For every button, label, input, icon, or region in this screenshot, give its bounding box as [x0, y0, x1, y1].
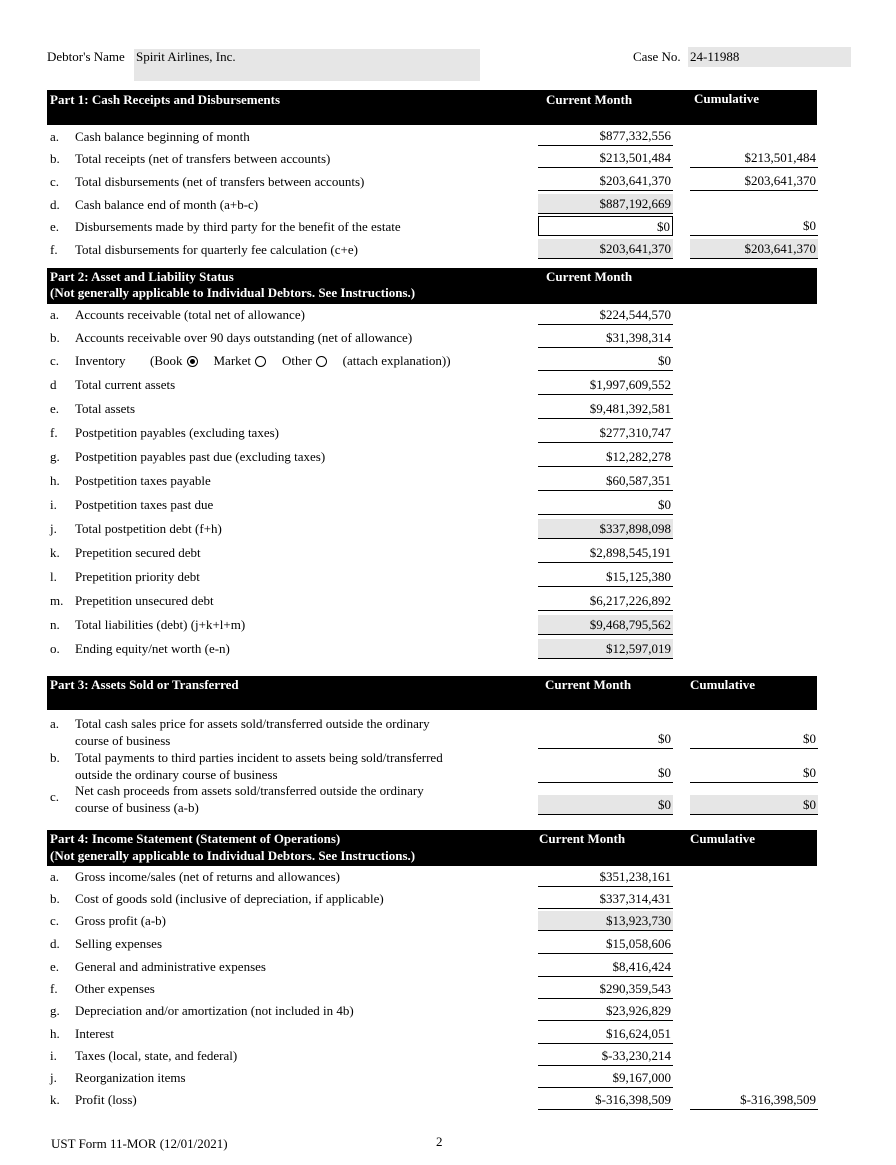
part3-cumulative-value[interactable]: $0: [690, 729, 818, 749]
part4-row-letter: k.: [50, 1092, 60, 1107]
part4-subtitle: (Not generally applicable to Individual Debtors. See Instructions.): [50, 848, 416, 863]
part3-current-month-value[interactable]: $0: [538, 763, 673, 783]
part1-row-label: Total disbursements for quarterly fee calculation (c+e): [75, 242, 358, 257]
part1-cumulative-heading: Cumulative: [694, 91, 759, 106]
part2-row-label: Prepetition priority debt: [75, 569, 200, 584]
part1-current-month-value[interactable]: $213,501,484: [538, 148, 673, 168]
part3-row-label-line1: Total cash sales price for assets sold/transferred outside the ordinary: [75, 716, 430, 731]
part1-current-month-value[interactable]: $203,641,370: [538, 171, 673, 191]
part3-row-letter: b.: [50, 750, 60, 765]
part2-current-month-value[interactable]: $0: [538, 495, 673, 515]
part4-row-letter: j.: [50, 1070, 57, 1085]
part4-cumulative-heading: Cumulative: [690, 831, 755, 846]
part1-row-label: Cash balance beginning of month: [75, 129, 250, 144]
part4-title: Part 4: Income Statement (Statement of Operations): [50, 831, 341, 846]
part2-row-label: Total postpetition debt (f+h): [75, 521, 222, 536]
inventory-book-label: (Book: [150, 353, 183, 368]
part4-row-label: Selling expenses: [75, 936, 163, 951]
part3-cumulative-value[interactable]: $0: [690, 795, 818, 815]
part2-title: Part 2: Asset and Liability Status: [50, 269, 234, 284]
part1-cumulative-value[interactable]: $203,641,370: [690, 171, 818, 191]
part4-row-label: Depreciation and/or amortization (not included in 4b): [75, 1003, 354, 1018]
part4-current-month-value[interactable]: $23,926,829: [538, 1001, 673, 1021]
debtor-name-label: Debtor's Name: [47, 49, 125, 64]
part3-row-label-line2: course of business: [75, 733, 171, 748]
part4-row-letter: i.: [50, 1048, 57, 1063]
part1-row-letter: b.: [50, 151, 60, 166]
part4-current-month-value[interactable]: $-316,398,509: [538, 1090, 673, 1110]
part4-current-month-value[interactable]: $16,624,051: [538, 1024, 673, 1044]
part3-title: Part 3: Assets Sold or Transferred: [50, 677, 239, 692]
inventory-market-radio[interactable]: [255, 356, 266, 367]
part1-cumulative-value[interactable]: $0: [690, 216, 818, 236]
part4-row-letter: f.: [50, 981, 58, 996]
part3-row-label-line1: Total payments to third parties incident to assets being sold/transferred: [75, 750, 443, 765]
part2-row-letter: o.: [50, 641, 60, 656]
part4-current-month-heading: Current Month: [539, 831, 626, 846]
part4-row-letter: h.: [50, 1026, 60, 1041]
part2-row-letter: e.: [50, 401, 60, 416]
case-number-field[interactable]: [688, 47, 851, 67]
part2-row-label: Total liabilities (debt) (j+k+l+m): [75, 617, 246, 632]
debtor-name-field[interactable]: [134, 49, 480, 81]
part2-current-month-value[interactable]: $224,544,570: [538, 305, 673, 325]
inventory-other-radio[interactable]: [316, 356, 327, 367]
case-number-label: Case No.: [633, 49, 681, 64]
part2-current-month-value[interactable]: $12,282,278: [538, 447, 673, 467]
inventory-book-radio[interactable]: [187, 356, 198, 367]
page-number: 2: [436, 1134, 443, 1149]
part1-row-label: Total receipts (net of transfers between accounts): [75, 151, 331, 166]
part1-current-month-value[interactable]: $0: [538, 216, 673, 236]
part4-row-label: Profit (loss): [75, 1092, 137, 1107]
part1-row-label: Disbursements made by third party for the benefit of the estate: [75, 219, 401, 234]
inventory-other-label: Other: [282, 353, 312, 368]
part1-title: Part 1: Cash Receipts and Disbursements: [50, 92, 281, 107]
part3-row-letter: c.: [50, 789, 60, 804]
part4-row-label: Interest: [75, 1026, 114, 1041]
case-number-value: 24-11988: [690, 49, 740, 64]
part4-current-month-value[interactable]: $-33,230,214: [538, 1046, 673, 1066]
inventory-market-label: Market: [213, 353, 252, 368]
part1-row-letter: d.: [50, 197, 60, 212]
part4-row-letter: d.: [50, 936, 60, 951]
part4-row-label: Gross profit (a-b): [75, 913, 166, 928]
part4-row-letter: g.: [50, 1003, 60, 1018]
part2-current-month-value[interactable]: $0: [538, 351, 673, 371]
part4-header-bar: [47, 830, 817, 866]
part2-row-label: Total current assets: [75, 377, 176, 392]
part2-current-month-value[interactable]: $2,898,545,191: [538, 543, 673, 563]
part2-current-month-value[interactable]: $1,997,609,552: [538, 375, 673, 395]
part4-row-label: Reorganization items: [75, 1070, 186, 1085]
part1-row-label: Cash balance end of month (a+b-c): [75, 197, 259, 212]
part2-row-label: Postpetition taxes payable: [75, 473, 211, 488]
part2-current-month-value[interactable]: $9,468,795,562: [538, 615, 673, 635]
part3-row-label-line2: course of business (a-b): [75, 800, 199, 815]
part3-row-letter: a.: [50, 716, 60, 731]
part2-row-label: Total assets: [75, 401, 136, 416]
part4-current-month-value[interactable]: $9,167,000: [538, 1068, 673, 1088]
part1-current-month-value[interactable]: $887,192,669: [538, 194, 673, 214]
part2-current-month-value[interactable]: $15,125,380: [538, 567, 673, 587]
part3-current-month-value[interactable]: $0: [538, 729, 673, 749]
part3-row-label-line2: outside the ordinary course of business: [75, 767, 278, 782]
part1-row-label: Total disbursements (net of transfers between accounts): [75, 174, 365, 189]
debtor-name-value: Spirit Airlines, Inc.: [136, 49, 236, 64]
part4-current-month-value[interactable]: $290,359,543: [538, 979, 673, 999]
part2-row-letter: h.: [50, 473, 60, 488]
part2-row-letter: n.: [50, 617, 60, 632]
part2-row-letter: a.: [50, 307, 60, 322]
part4-row-letter: a.: [50, 869, 60, 884]
part1-row-letter: c.: [50, 174, 60, 189]
inventory-method-group: [150, 353, 451, 369]
inventory-attach-note: (attach explanation)): [342, 353, 451, 368]
part2-row-label: Postpetition taxes past due: [75, 497, 214, 512]
part2-row-letter: d: [50, 377, 57, 392]
part2-row-letter: c.: [50, 353, 60, 368]
part2-row-label: Accounts receivable over 90 days outstanding (net of allowance): [75, 330, 413, 345]
part2-row-letter: l.: [50, 569, 57, 584]
part2-current-month-heading: Current Month: [546, 269, 633, 284]
part1-current-month-value[interactable]: $203,641,370: [538, 239, 673, 259]
part2-current-month-value[interactable]: $60,587,351: [538, 471, 673, 491]
part2-current-month-value[interactable]: $277,310,747: [538, 423, 673, 443]
part2-row-label: Ending equity/net worth (e-n): [75, 641, 230, 656]
part2-header-bar: [47, 268, 817, 304]
part2-row-letter: g.: [50, 449, 60, 464]
part4-row-label: Gross income/sales (net of returns and allowances): [75, 869, 340, 884]
part4-cumulative-value[interactable]: $-316,398,509: [690, 1090, 818, 1110]
part2-row-label: Postpetition payables (excluding taxes): [75, 425, 279, 440]
part4-current-month-value[interactable]: $337,314,431: [538, 889, 673, 909]
part4-row-label: Other expenses: [75, 981, 155, 996]
part2-row-label: Postpetition payables past due (excluding taxes): [75, 449, 326, 464]
part2-row-letter: j.: [50, 521, 57, 536]
part2-current-month-value[interactable]: $9,481,392,581: [538, 399, 673, 419]
part1-row-letter: a.: [50, 129, 60, 144]
part4-row-label: Taxes (local, state, and federal): [75, 1048, 238, 1063]
part2-current-month-value[interactable]: $12,597,019: [538, 639, 673, 659]
part2-row-letter: m.: [50, 593, 64, 608]
part4-current-month-value[interactable]: $13,923,730: [538, 911, 673, 931]
part4-row-letter: c.: [50, 913, 60, 928]
part4-row-label: General and administrative expenses: [75, 959, 266, 974]
part2-row-letter: i.: [50, 497, 57, 512]
part2-row-label: Inventory: [75, 353, 126, 368]
part4-current-month-value[interactable]: $8,416,424: [538, 957, 673, 977]
part4-row-label: Cost of goods sold (inclusive of depreciation, if applicable): [75, 891, 384, 906]
part1-row-letter: f.: [50, 242, 58, 257]
form-identifier: UST Form 11-MOR (12/01/2021): [51, 1136, 228, 1151]
part4-row-letter: b.: [50, 891, 60, 906]
part1-current-month-value[interactable]: $877,332,556: [538, 126, 673, 146]
part2-row-label: Prepetition unsecured debt: [75, 593, 214, 608]
part2-current-month-value[interactable]: $6,217,226,892: [538, 591, 673, 611]
part2-row-letter: f.: [50, 425, 58, 440]
part1-header-bar: [47, 90, 817, 125]
part3-current-month-value[interactable]: $0: [538, 795, 673, 815]
part2-row-label: Prepetition secured debt: [75, 545, 201, 560]
part2-row-label: Accounts receivable (total net of allowance): [75, 307, 305, 322]
part2-row-letter: k.: [50, 545, 60, 560]
part3-header-bar: [47, 676, 817, 710]
part3-cumulative-value[interactable]: $0: [690, 763, 818, 783]
part1-row-letter: e.: [50, 219, 60, 234]
part1-cumulative-value[interactable]: $213,501,484: [690, 148, 818, 168]
part2-subtitle: (Not generally applicable to Individual Debtors. See Instructions.): [50, 285, 416, 300]
part2-current-month-value[interactable]: $337,898,098: [538, 519, 673, 539]
part1-current-month-heading: Current Month: [546, 92, 633, 107]
part3-current-month-heading: Current Month: [545, 677, 632, 692]
part4-row-letter: e.: [50, 959, 60, 974]
part1-cumulative-value[interactable]: $203,641,370: [690, 239, 818, 259]
part4-current-month-value[interactable]: $15,058,606: [538, 934, 673, 954]
part2-row-letter: b.: [50, 330, 60, 345]
part3-cumulative-heading: Cumulative: [690, 677, 755, 692]
part3-row-label-line1: Net cash proceeds from assets sold/transferred outside the ordinary: [75, 783, 424, 798]
part4-current-month-value[interactable]: $351,238,161: [538, 867, 673, 887]
part2-current-month-value[interactable]: $31,398,314: [538, 328, 673, 348]
